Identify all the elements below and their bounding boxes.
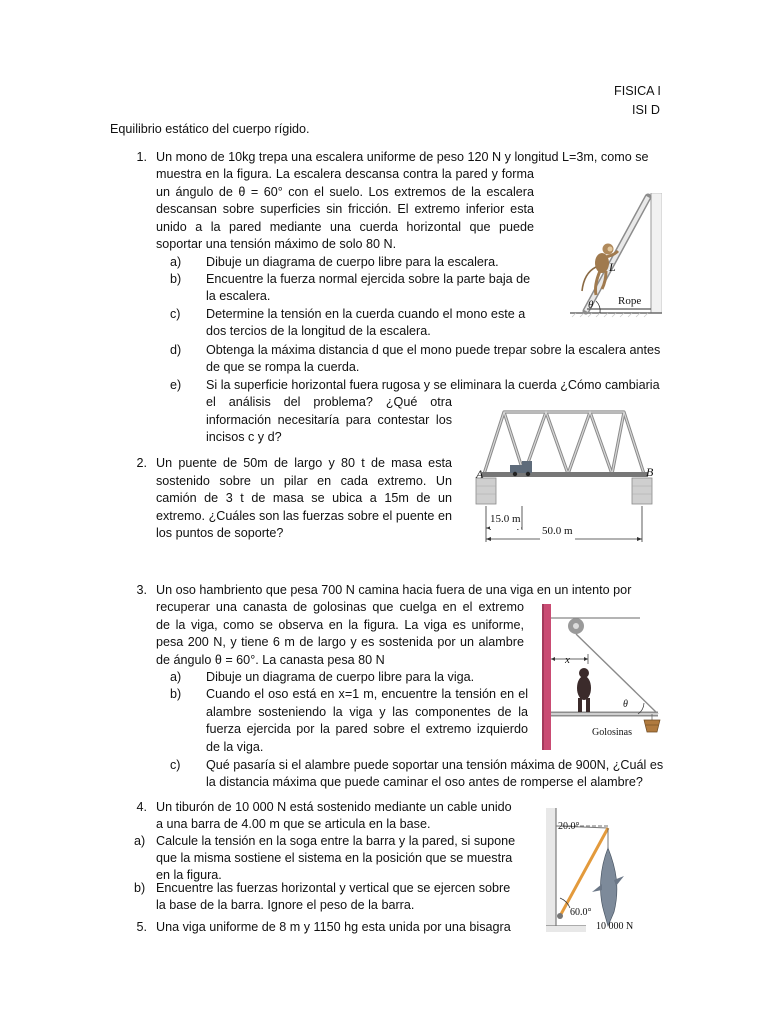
- bridge-label-A: A: [476, 467, 484, 481]
- item-key: c): [170, 307, 181, 321]
- item-key: a): [170, 255, 182, 269]
- problem-4-item-a: [134, 833, 534, 887]
- item-key: b): [170, 272, 182, 286]
- problem-1-item-d: [170, 342, 670, 378]
- item-text: Obtenga la máxima distancia d que el mono puede trepar sobre la escalera antes: [206, 343, 661, 357]
- item-text: la base de la barra. Ignore el peso de la barra.: [156, 898, 415, 912]
- item-text: que la misma sostiene el sistema en la posición que se muestra: [156, 851, 513, 865]
- item-text: información necesitaría para contestar los: [206, 412, 452, 427]
- item-text: el análisis del problema? ¿Qué otra: [206, 395, 452, 409]
- problem-3-item-c: [170, 757, 670, 793]
- item-text: Si la superficie horizontal fuera rugosa y se eliminara la cuerda ¿Cómo cambiaria: [206, 378, 660, 392]
- problem-4-number: 4.: [136, 800, 147, 814]
- page-title: Equilibrio estático del cuerpo rígido.: [110, 122, 310, 136]
- item-text: la escalera.: [206, 289, 271, 303]
- problem-1-line-6: soportar una tensión máximo de solo 80 N.: [156, 237, 397, 251]
- item-text: Dibuje un diagrama de cuerpo libre para la escalera.: [206, 255, 499, 269]
- problem-1-item-a: [170, 254, 540, 272]
- problem-2-line-3: camión de 3 t de masa se ubica a 15m de un: [156, 491, 452, 505]
- problem-1-line-2: muestra en la figura. La escalera descansa contra la pared y forma: [156, 167, 534, 181]
- bear-label-x: x: [565, 654, 570, 666]
- bridge-dim-short: 15.0 m: [490, 511, 521, 529]
- group-label: ISI D: [632, 103, 660, 117]
- ladder-figure: [566, 193, 662, 319]
- problem-3-item-a: [170, 669, 530, 687]
- ladder-label-L: L: [609, 260, 616, 274]
- item-text: Dibuje un diagrama de cuerpo libre para la viga.: [206, 670, 475, 684]
- problem-2-number: 2.: [136, 456, 147, 470]
- problem-3-number: 3.: [136, 583, 147, 597]
- problem-1-number: 1.: [136, 150, 147, 164]
- ladder-label-theta: θ: [588, 299, 594, 311]
- item-text: Calcule la tensión en la soga entre la barra y la pared, si supone: [156, 834, 516, 848]
- item-text: fuerza ejercida por la pared sobre el extremo izquierdo: [206, 722, 528, 736]
- item-key: b): [134, 881, 146, 895]
- item-key: a): [134, 834, 146, 848]
- problem-1-item-b: [170, 271, 540, 307]
- problem-3-line-4: pesa 200 N, y tiene 6 m de largo y es sostenida por un alambre: [156, 635, 524, 649]
- problem-2-line-4: extremo. ¿Cuáles son las fuerzas sobre el puente en: [156, 508, 452, 523]
- bear-label-basket: Golosinas: [592, 727, 632, 738]
- problem-1-item-c: [170, 306, 540, 342]
- bridge-dim-long: 50.0 m: [540, 523, 575, 541]
- problem-1-line-1: Un mono de 10kg trepa una escalera uniforme de peso 120 N y longitud L=3m, como se: [156, 150, 649, 164]
- item-text: Encuentre la fuerza normal ejercida sobre la parte baja de: [206, 272, 531, 286]
- problem-1-line-5: unido a la pared mediante una cuerda horizontal que puede: [156, 219, 534, 234]
- ladder-label-rope: Rope: [618, 295, 642, 307]
- problem-4-line-2: a una barra de 4.00 m que se articula en la base.: [156, 817, 431, 831]
- bear-figure: [540, 604, 662, 750]
- item-key: b): [170, 687, 182, 701]
- item-text: incisos c y d?: [206, 430, 282, 444]
- item-key: c): [170, 758, 181, 772]
- item-e-wrap: [206, 394, 452, 447]
- item-text: alambre sosteniendo la viga y las componentes de la: [206, 704, 528, 719]
- problem-1-line-3: un ángulo de θ = 60° con el suelo. Los extremos de la escalera: [156, 184, 534, 199]
- problem-5-line-1: Una viga uniforme de 8 m y 1150 hg esta unida por una bisagra: [156, 920, 511, 934]
- problem-5-number: 5.: [136, 920, 147, 934]
- bridge-figure: [464, 402, 664, 542]
- item-key: d): [170, 343, 182, 357]
- item-text: Encuentre las fuerzas horizontal y vertical que se ejercen sobre: [156, 881, 511, 895]
- shark-figure: [546, 808, 656, 936]
- item-b-wrap: [206, 686, 528, 756]
- item-text: de la viga.: [206, 739, 264, 754]
- shark-angle-top: 20.0°: [558, 821, 580, 832]
- problem-3-line-5: de ángulo θ = 60°. La canasta pesa 80 N: [156, 652, 385, 667]
- course-label: FISICA I: [614, 84, 661, 98]
- item-text: dos tercios de la longitud de la escalera.: [206, 324, 431, 338]
- problem-2-text: [156, 455, 452, 543]
- item-text: Determine la tensión en la cuerda cuando el mono este a: [206, 307, 526, 321]
- shark-weight: 10 000 N: [596, 921, 634, 932]
- problem-3-line-2: recuperar una canasta de golosinas que cuelga en el extremo: [156, 600, 524, 614]
- shark-angle-bottom: 60.0°: [570, 907, 592, 918]
- bridge-label-B: B: [646, 465, 654, 479]
- problem-2-line-2: sostenido sobre un pilar en cada extremo. Un: [156, 473, 452, 488]
- problem-3-item-b: [170, 686, 530, 758]
- problem-3-text: [156, 599, 524, 669]
- item-text: en la figura.: [156, 868, 222, 882]
- bear-label-theta: θ: [623, 699, 628, 710]
- item-text: de que se rompa la cuerda.: [206, 360, 360, 374]
- item-text: Qué pasaría si el alambre puede soportar una tensión máxima de 900N, ¿Cuál es: [206, 758, 664, 772]
- problem-3-line-3: de la viga, como se observa en la figura. La viga es uniforme,: [156, 617, 524, 632]
- problem-1-line-4: descansan sobre superficies sin fricción. El extremo inferior esta: [156, 202, 534, 216]
- problem-2-line-1: Un puente de 50m de largo y 80 t de masa esta: [156, 456, 452, 470]
- problem-3-line-1: Un oso hambriento que pesa 700 N camina hacia fuera de una viga en un intento por: [156, 583, 632, 597]
- item-text: Cuando el oso está en x=1 m, encuentre la tensión en el: [206, 687, 528, 701]
- problem-1-text: [156, 166, 534, 254]
- item-key: e): [170, 378, 182, 392]
- problem-2-line-5: los puntos de soporte?: [156, 526, 284, 540]
- item-key: a): [170, 670, 182, 684]
- item-text: la distancia máxima que puede caminar el oso antes de romperse el alambre?: [206, 775, 643, 789]
- problem-4-line-1: Un tiburón de 10 000 N está sostenido mediante un cable unido: [156, 800, 512, 814]
- problem-4-item-b: [134, 880, 534, 916]
